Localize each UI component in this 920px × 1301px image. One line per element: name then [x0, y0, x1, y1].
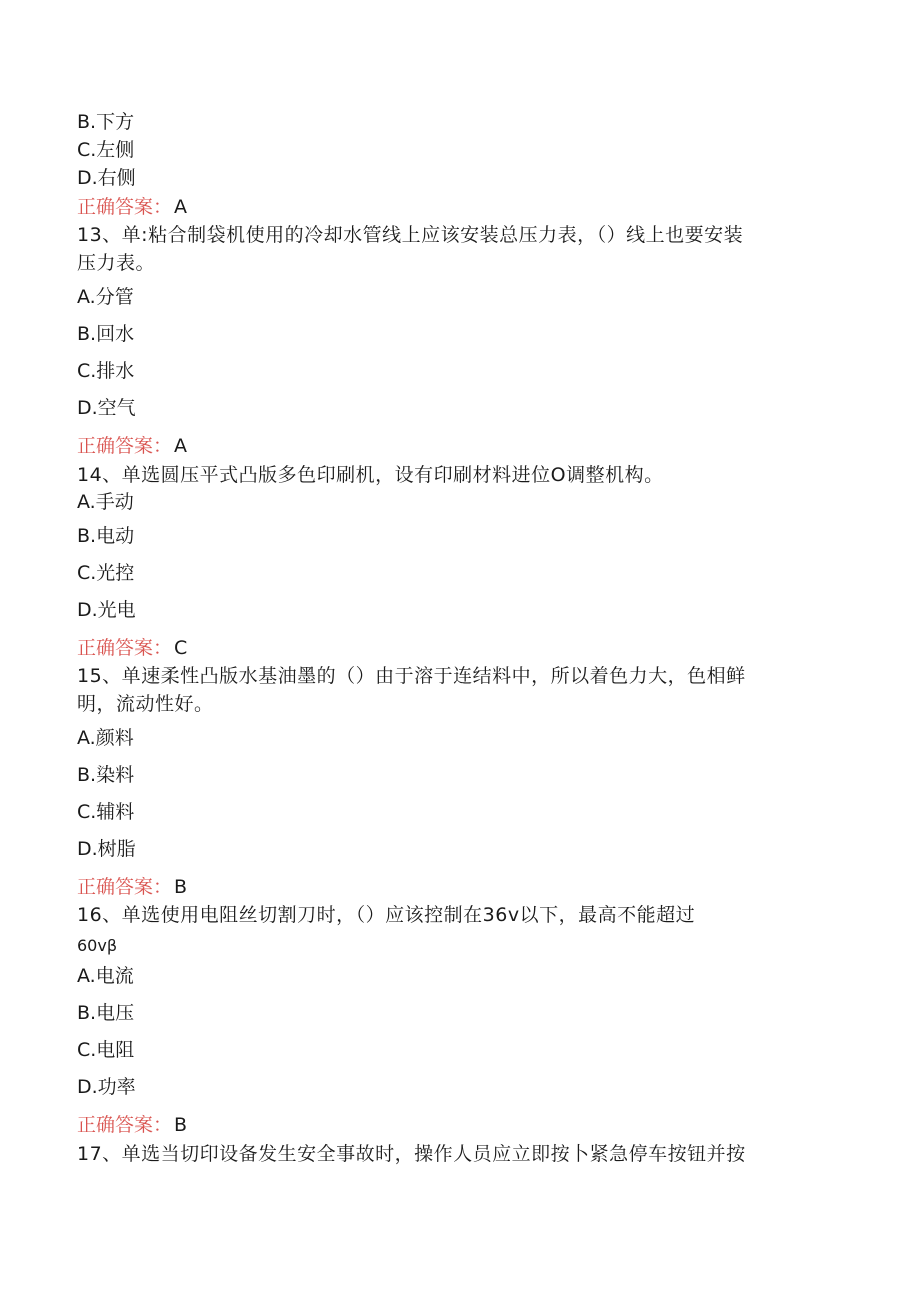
question-15-text-cont: 明，流动性好。: [77, 693, 214, 715]
answer-value: B: [174, 1114, 188, 1136]
question-13-text-cont: 压力表。: [77, 252, 156, 274]
option-c: C.辅料: [77, 801, 135, 823]
option-c: C.排水: [77, 360, 135, 382]
answer-value: A: [174, 435, 188, 457]
question-17-text: 17、单选当切印设备发生安全事故时，操作人员应立即按卜紧急停车按钮并按: [77, 1143, 746, 1165]
answer-line: [77, 195, 187, 219]
option-a: A.颜料: [77, 727, 134, 749]
answer-value: B: [174, 876, 188, 898]
answer-label: 正确答案：: [77, 196, 173, 218]
answer-value: C: [174, 637, 188, 659]
answer-line: [77, 875, 187, 899]
option-c: C.左侧: [77, 139, 135, 161]
option-b: B.电动: [77, 525, 135, 547]
option-b: B.回水: [77, 323, 135, 345]
option-d: D.空气: [77, 397, 136, 419]
answer-line: [77, 434, 187, 458]
option-c: C.电阻: [77, 1039, 135, 1061]
option-b: B.电压: [77, 1002, 135, 1024]
option-a: A.分管: [77, 286, 134, 308]
question-16-text: 16、单选使用电阻丝切割刀时，（）应该控制在36v以下，最高不能超过: [77, 904, 696, 926]
option-b: B.下方: [77, 111, 135, 133]
question-13-text: 13、单:粘合制袋机使用的冷却水管线上应该安装总压力表，（）线上也要安装: [77, 224, 744, 246]
option-d: D.树脂: [77, 838, 136, 860]
answer-value: A: [174, 196, 188, 218]
answer-line: [77, 1113, 187, 1137]
answer-line: [77, 636, 187, 660]
question-15-text: 15、单速柔性凸版水基油墨的（）由于溶于连结料中，所以着色力大，色相鲜: [77, 665, 746, 687]
answer-label: 正确答案：: [77, 1114, 173, 1136]
answer-label: 正确答案：: [77, 637, 173, 659]
option-d: D.光电: [77, 599, 136, 621]
answer-label: 正确答案：: [77, 435, 173, 457]
answer-label: 正确答案：: [77, 876, 173, 898]
question-16-text-cont: 60vβ: [77, 936, 118, 955]
option-d: D.右侧: [77, 167, 136, 189]
option-d: D.功率: [77, 1076, 136, 1098]
option-b: B.染料: [77, 764, 135, 786]
option-c: C.光控: [77, 562, 135, 584]
question-14-text: 14、单选圆压平式凸版多色印刷机，设有印刷材料进位O调整机构。: [77, 464, 664, 486]
option-a: A.电流: [77, 965, 134, 987]
option-a: A.手动: [77, 491, 134, 513]
